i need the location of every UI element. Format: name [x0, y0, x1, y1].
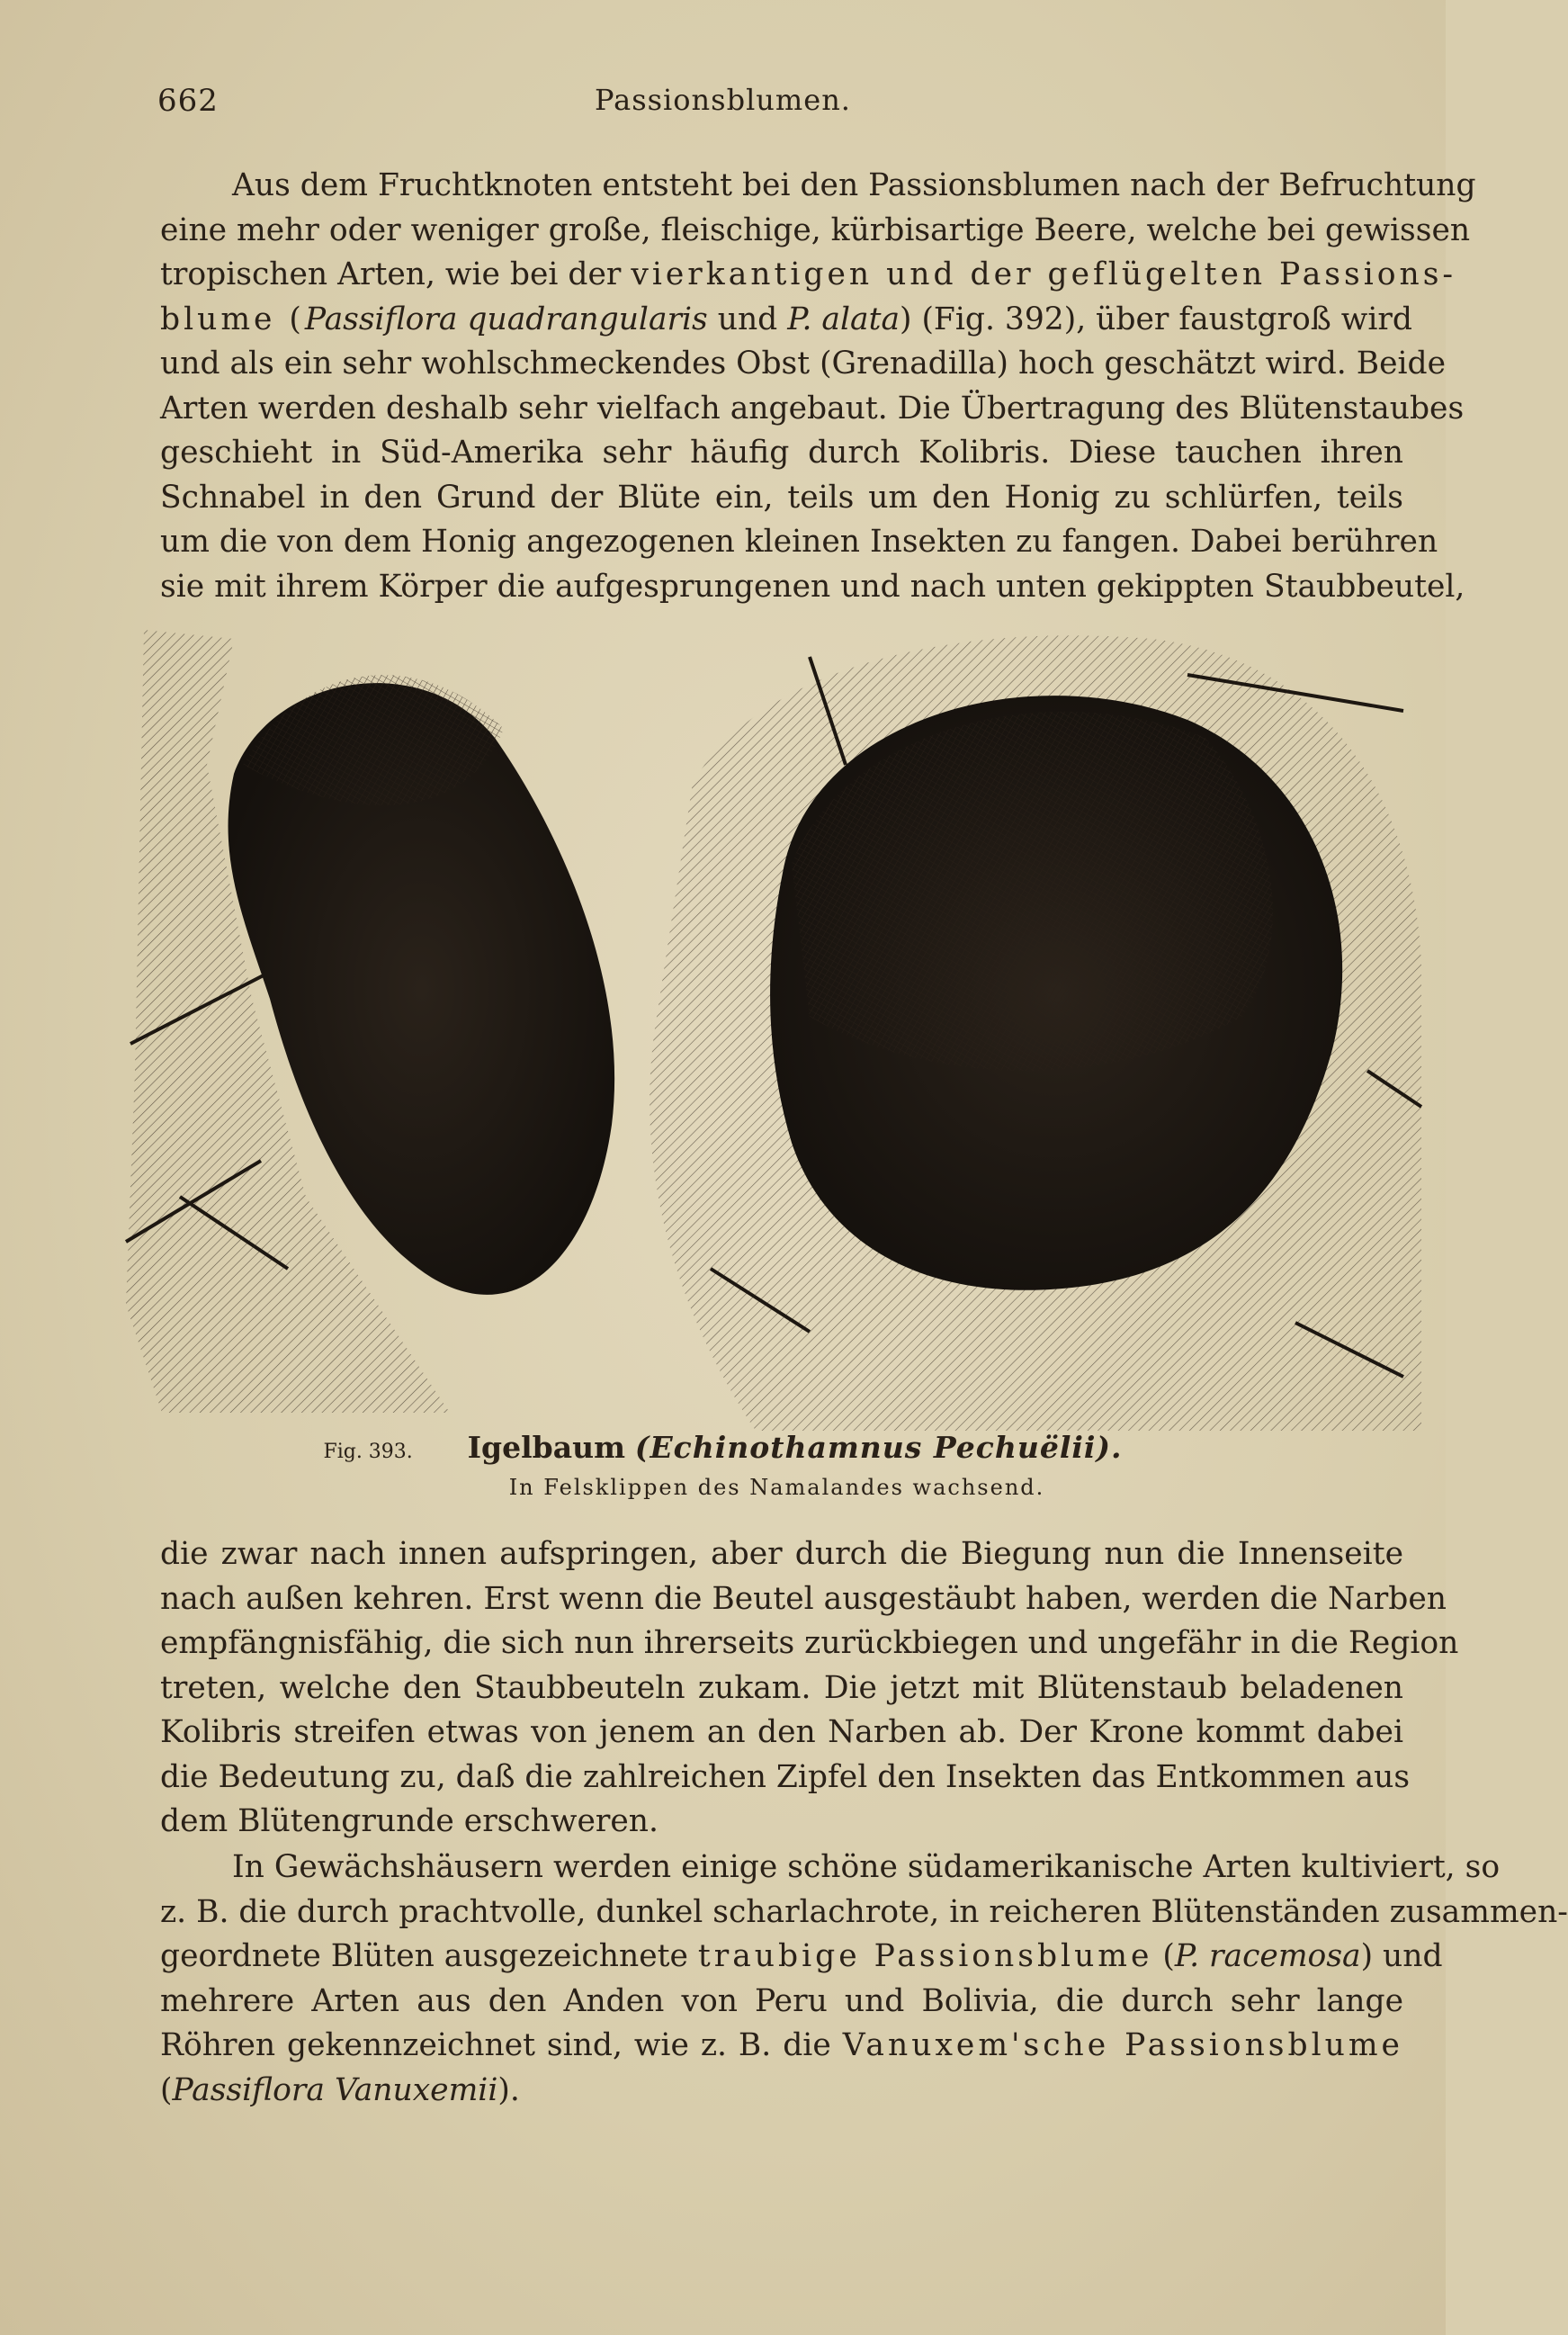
figure-caption — [0, 1429, 1446, 1500]
text-segment: tropischen Arten, wie bei der — [160, 256, 632, 292]
text-line — [160, 2024, 1403, 2069]
latin-name: P. racemosa — [1174, 1938, 1361, 1974]
text-line: die Bedeutung zu, daß die zahlreichen Zipfel den Insekten das Entkommen aus — [160, 1758, 1411, 1795]
figure-number: Fig. 393. — [323, 1441, 413, 1463]
text-line: z. B. die durch prachtvolle, dunkel scharlachrote, in reicheren Blütenständen zusammen- — [160, 1893, 1568, 1930]
text-line: Schnabel in den Grund der Blüte ein, teils um den Honig zu schlürfen, teils — [160, 479, 1403, 516]
text-segment: geordnete Blüten ausgezeichnete — [160, 1938, 698, 1974]
text-segment: ) und — [1360, 1938, 1443, 1974]
engraving-illustration — [126, 621, 1421, 1431]
text-line: eine mehr oder weniger große, fleischige, kürbisartige Beere, welche bei gewissen — [160, 211, 1471, 248]
caption-line — [0, 1429, 1446, 1471]
text-line: Arten werden deshalb sehr vielfach angebaut. Die Übertragung des Blütenstaubes — [160, 390, 1465, 427]
text-line — [160, 253, 1457, 298]
paragraph-3 — [160, 1846, 1568, 2113]
figure-latin-name: (Echinothamnus Pechuëlii). — [634, 1430, 1123, 1465]
text-line: geordnete Blüten ausgezeichnete traubige Passionsblume (P. racemosa) und — [160, 1938, 1443, 1974]
text-line: treten, welche den Staubbeuteln zukam. Die jetzt mit Blütenstaub beladenen — [160, 1669, 1403, 1706]
spaced-term: vierkantigen und der geflügelten Passions- — [631, 256, 1457, 292]
text-line: Aus dem Fruchtknoten entsteht bei den Passionsblumen nach der Befruchtung — [232, 167, 1476, 203]
latin-name: Passiflora Vanuxemii — [172, 2071, 498, 2108]
text-segment: ). — [497, 2071, 520, 2108]
text-line: empfängnisfähig, die sich nun ihrerseits zurückbiegen und ungefähr in die Region — [160, 1625, 1459, 1661]
paragraph-2 — [160, 1532, 1459, 1845]
text-line — [160, 298, 1412, 343]
latin-name: Passiflora quadrangularis — [304, 301, 708, 337]
text-line: In Gewächshäusern werden einige schöne südamerikanische Arten kultiviert, so — [232, 1849, 1501, 1885]
text-segment: ( — [160, 2071, 173, 2108]
text-segment: Röhren gekennzeichnet sind, wie z. B. die — [160, 2027, 843, 2063]
text-line: mehrere Arten aus den Anden von Peru und Bolivia, die durch sehr lange — [160, 1982, 1403, 2019]
text-line: und als ein sehr wohlschmeckendes Obst (Grenadilla) hoch geschätzt wird. Beide — [160, 346, 1447, 382]
spaced-term: traubige Passionsblume — [697, 1938, 1153, 1974]
text-line: um die von dem Honig angezogenen kleinen Insekten zu fangen. Dabei berühren — [160, 524, 1438, 560]
text-line: Kolibris streifen etwas von jenem an den Narben ab. Der Krone kommt dabei — [160, 1714, 1403, 1750]
text-segment: und — [707, 301, 788, 337]
text-segment: ) (Fig. 392), über faustgroß wird — [900, 301, 1412, 337]
hedgehog-tree-engraving — [126, 621, 1421, 1431]
text-line — [160, 2069, 1403, 2114]
running-title: Passionsblumen. — [595, 83, 851, 117]
text-line: dem Blütengrunde erschweren. — [160, 1803, 659, 1839]
paragraph-1 — [160, 164, 1476, 609]
text-line: die zwar nach innen aufspringen, aber durch die Biegung nun die Innenseite — [160, 1536, 1403, 1572]
page-number: 662 — [157, 83, 219, 119]
spaced-term: Vanuxem'sche Passionsblume — [842, 2027, 1403, 2063]
figure-title: Igelbaum — [467, 1430, 626, 1465]
text-line: geschieht in Süd-Amerika sehr häufig durch Kolibris. Diese tauchen ihren — [160, 435, 1403, 471]
text-line: nach außen kehren. Erst wenn die Beutel ausgestäubt haben, werden die Narben — [160, 1580, 1447, 1617]
latin-name: P. alata — [787, 301, 900, 337]
text-segment: blume ( — [160, 301, 305, 337]
figure-subcaption: In Felsklippen des Namalandes wachsend. — [508, 1475, 1045, 1500]
text-line: sie mit ihrem Körper die aufgesprungenen und nach unten gekippten Staubbeutel, — [160, 568, 1465, 605]
